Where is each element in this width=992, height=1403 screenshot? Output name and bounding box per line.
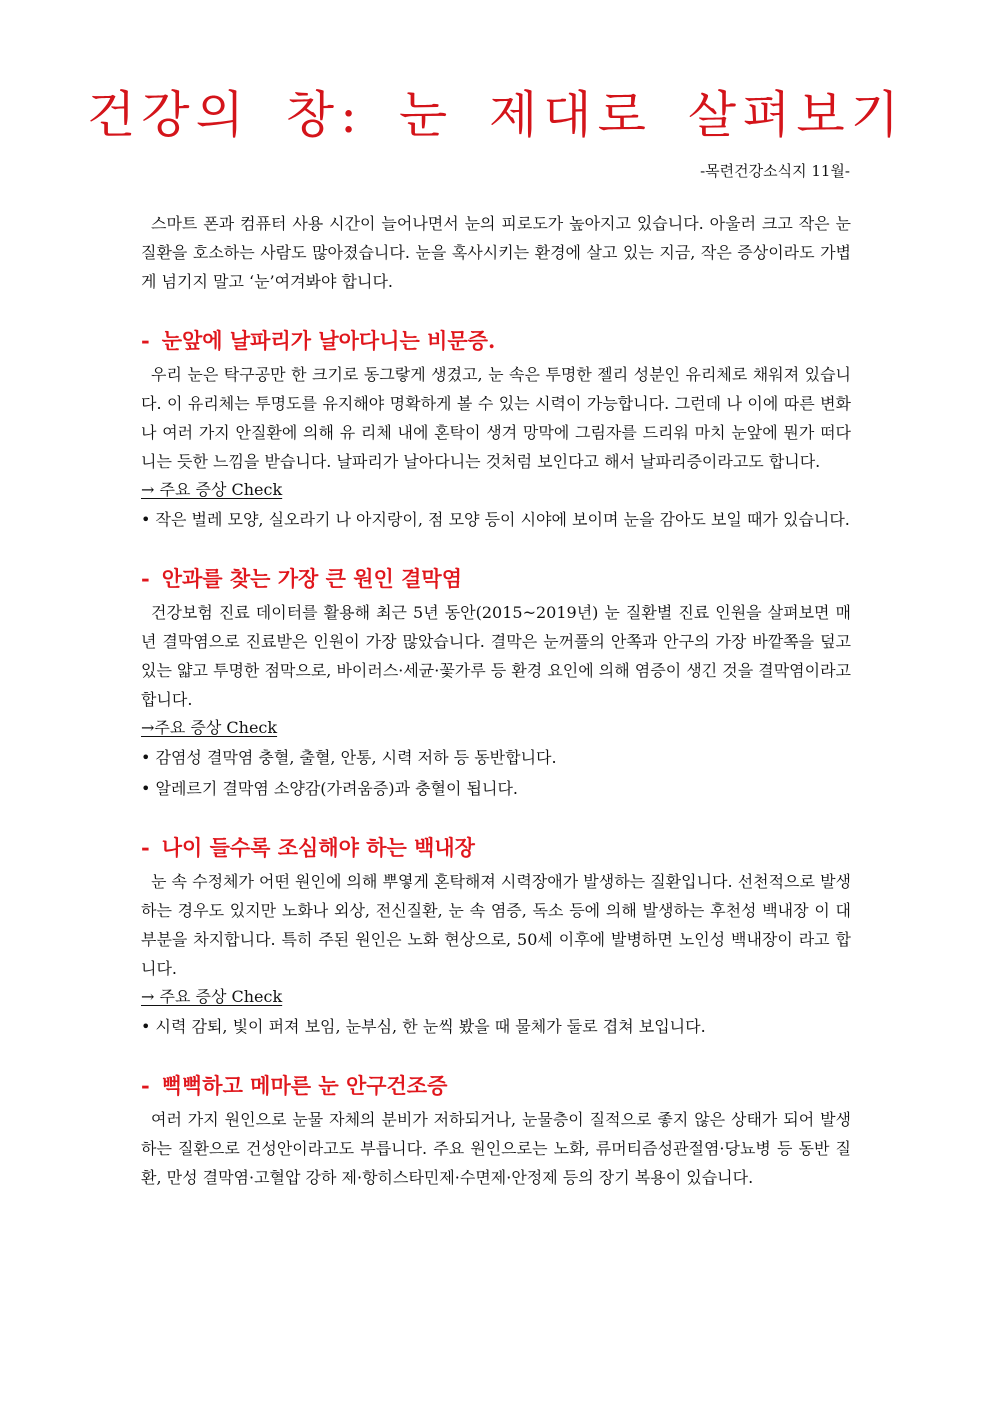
symptom-check-label: → 주요 증상 Check	[141, 987, 283, 1006]
intro-paragraph: 스마트 폰과 컴퓨터 사용 시간이 늘어나면서 눈의 피로도가 높아지고 있습니다. 아울러 크고 작은 눈 질환을 호소하는 사람도 많아졌습니다. 눈을 혹사시키는 환경에 살고 있는 지금, 작은 증상이라도 가볍게 넘기지 말고 ‘눈’여겨봐야 합니다.	[141, 214, 851, 291]
page-title: 건강의 창: 눈 제대로 살펴보기	[86, 86, 906, 144]
heading-text: 안과를 찾는 가장 큰 원인 결막염	[161, 566, 462, 591]
article-body	[141, 209, 851, 1192]
heading-dash: -	[141, 328, 150, 353]
symptom-bullet: • 작은 벌레 모양, 실오라기 나 아지랑이, 점 모양 등이 시야에 보이며 눈을 감아도 보일 때가 있습니다.	[141, 510, 850, 529]
symptom-check-label: → 주요 증상 Check	[141, 480, 283, 499]
section-body: 우리 눈은 탁구공만 한 크기로 동그랗게 생겼고, 눈 속은 투명한 젤리 성분인 유리체로 채워져 있습니다. 이 유리체는 투명도를 유지해야 명확하게 볼 수 있는 시력이 가능합니다. 그런데 나 이에 따른 변화나 여러 가지 안질환에 의해 유 리체 내에 혼탁이 생겨 망막에 그림자를 드리워 마치 눈앞에 뭔가 떠다니는 듯한 느낌을 받습니다. 날파리가 날아다니는 것처럼 보인다고 해서 날파리증이라고도 합니다.	[141, 365, 851, 471]
heading-dash: -	[141, 1073, 150, 1098]
heading-dash: -	[141, 566, 150, 591]
symptom-check-label: →주요 증상 Check	[141, 718, 278, 737]
heading-dash: -	[141, 835, 150, 860]
heading-text: 나이 들수록 조심해야 하는 백내장	[161, 835, 475, 860]
section-floaters	[141, 324, 851, 534]
section-conjunctivitis	[141, 562, 851, 803]
section-heading	[141, 831, 851, 865]
heading-text: 눈앞에 날파리가 날아다니는 비문증.	[161, 328, 496, 353]
section-heading	[141, 1069, 851, 1103]
section-body: 눈 속 수정체가 어떤 원인에 의해 뿌옇게 혼탁해져 시력장애가 발생하는 질환입니다. 선천적으로 발생하는 경우도 있지만 노화나 외상, 전신질환, 눈 속 염증, 독소 등에 의해 발생하는 후천성 백내장 이 대부분을 차지합니다. 특히 주된 원인은 노화 현상으로, 50세 이후에 발병하면 노인성 백내장이 라고 합니다.	[141, 872, 851, 978]
section-body: 건강보험 진료 데이터를 활용해 최근 5년 동안(2015~2019년) 눈 질환별 진료 인원을 살펴보면 매년 결막염으로 진료받은 인원이 가장 많았습니다. 결막은 눈꺼풀의 안쪽과 안구의 가장 바깥쪽을 덮고 있는 얇고 투명한 점막으로, 바이러스·세균·꽃가루 등 환경 요인에 의해 염증이 생긴 것을 결막염이라고 합니다.	[141, 603, 851, 709]
section-cataract	[141, 831, 851, 1041]
section-body: 여러 가지 원인으로 눈물 자체의 분비가 저하되거나, 눈물층이 질적으로 좋지 않은 상태가 되어 발생하는 질환으로 건성안이라고도 부릅니다. 주요 원인으로는 노화, 류머티즘성관절염·당뇨병 등 동반 질환, 만성 결막염·고혈압 강하 제·항히스타민제·수면제·안정제 등의 장기 복용이 있습니다.	[141, 1110, 851, 1187]
symptom-bullet: • 감염성 결막염 충혈, 출혈, 안통, 시력 저하 등 동반합니다.	[141, 748, 557, 767]
section-heading	[141, 562, 851, 596]
section-heading	[141, 324, 851, 358]
section-dry-eye	[141, 1069, 851, 1192]
symptom-bullet: • 시력 감퇴, 빛이 퍼져 보임, 눈부심, 한 눈씩 봤을 때 물체가 둘로 겹쳐 보입니다.	[141, 1017, 706, 1036]
symptom-bullet: • 알레르기 결막염 소양감(가려움증)과 충혈이 됩니다.	[141, 779, 519, 798]
heading-text: 뻑뻑하고 메마른 눈 안구건조증	[161, 1073, 448, 1098]
source-note: -목련건강소식지 11월-	[700, 162, 850, 180]
